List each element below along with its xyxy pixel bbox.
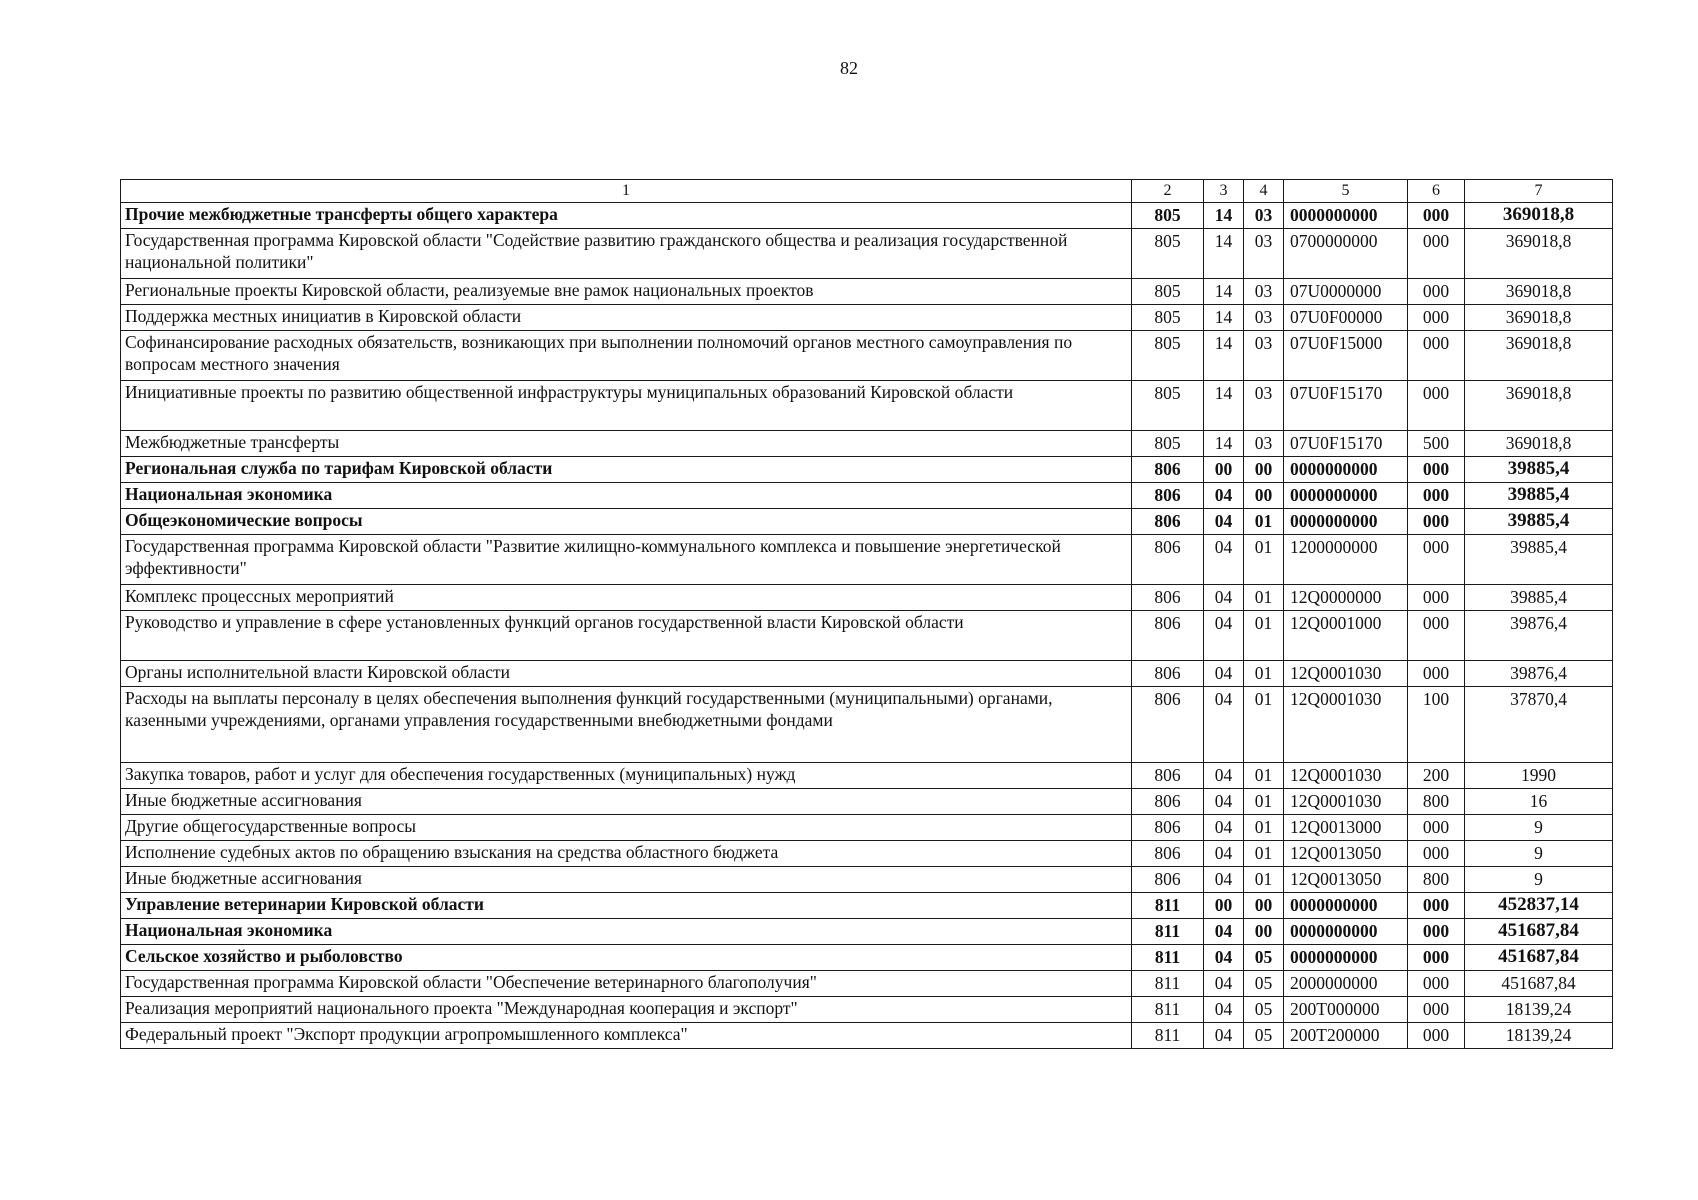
- row-amount-cell: 39885,4: [1465, 483, 1613, 509]
- row-name-cell: Софинансирование расходных обязательств, возникающих при выполнении полномочий органов местного самоуправления по вопросам местного значения: [121, 331, 1132, 381]
- row-target-article-cell: 07U0F15000: [1284, 331, 1408, 381]
- row-expense-type-cell: 000: [1408, 997, 1465, 1023]
- row-subsection-cell: 01: [1244, 509, 1284, 535]
- row-amount-cell: 369018,8: [1465, 331, 1613, 381]
- row-expense-type-cell: 000: [1408, 945, 1465, 971]
- row-subsection-cell: 00: [1244, 483, 1284, 509]
- row-section-cell: 04: [1204, 789, 1244, 815]
- row-subsection-cell: 01: [1244, 611, 1284, 661]
- row-expense-type-cell: 100: [1408, 687, 1465, 763]
- row-target-article-cell: 12Q0001000: [1284, 611, 1408, 661]
- row-section-cell: 04: [1204, 815, 1244, 841]
- row-subsection-cell: 01: [1244, 687, 1284, 763]
- row-section-cell: 00: [1204, 893, 1244, 919]
- row-ministry-code-cell: 806: [1132, 763, 1204, 789]
- row-target-article-cell: 12Q0001030: [1284, 789, 1408, 815]
- row-expense-type-cell: 000: [1408, 535, 1465, 585]
- row-target-article-cell: 07U0F15170: [1284, 381, 1408, 431]
- table-row: [121, 457, 1613, 483]
- row-ministry-code-cell: 806: [1132, 661, 1204, 687]
- row-ministry-code-cell: 805: [1132, 331, 1204, 381]
- table-body: [121, 203, 1613, 1049]
- row-subsection-cell: 03: [1244, 381, 1284, 431]
- row-ministry-code-cell: 805: [1132, 229, 1204, 279]
- column-header: 3: [1204, 180, 1244, 203]
- row-target-article-cell: 0000000000: [1284, 457, 1408, 483]
- table-row: [121, 279, 1613, 305]
- row-subsection-cell: 03: [1244, 229, 1284, 279]
- row-subsection-cell: 03: [1244, 331, 1284, 381]
- row-amount-cell: 369018,8: [1465, 305, 1613, 331]
- table-row: [121, 997, 1613, 1023]
- column-header: 4: [1244, 180, 1284, 203]
- table-row: [121, 815, 1613, 841]
- row-section-cell: 04: [1204, 661, 1244, 687]
- row-expense-type-cell: 000: [1408, 381, 1465, 431]
- row-subsection-cell: 05: [1244, 945, 1284, 971]
- row-subsection-cell: 00: [1244, 457, 1284, 483]
- column-header: 1: [121, 180, 1132, 203]
- row-name-cell: Государственная программа Кировской области "Развитие жилищно-коммунального комплекса и повышение энергетической эффективности": [121, 535, 1132, 585]
- row-name-cell: Национальная экономика: [121, 483, 1132, 509]
- row-amount-cell: 369018,8: [1465, 203, 1613, 229]
- table-row: [121, 687, 1613, 763]
- row-amount-cell: 9: [1465, 815, 1613, 841]
- row-expense-type-cell: 000: [1408, 971, 1465, 997]
- row-ministry-code-cell: 806: [1132, 841, 1204, 867]
- row-expense-type-cell: 200: [1408, 763, 1465, 789]
- row-subsection-cell: 00: [1244, 893, 1284, 919]
- row-subsection-cell: 05: [1244, 971, 1284, 997]
- row-target-article-cell: 12Q0001030: [1284, 661, 1408, 687]
- table-row: [121, 585, 1613, 611]
- table-row: [121, 971, 1613, 997]
- row-name-cell: Прочие межбюджетные трансферты общего характера: [121, 203, 1132, 229]
- table-row: [121, 1023, 1613, 1049]
- row-target-article-cell: 12Q0000000: [1284, 585, 1408, 611]
- row-expense-type-cell: 000: [1408, 203, 1465, 229]
- row-target-article-cell: 1200000000: [1284, 535, 1408, 585]
- row-amount-cell: 37870,4: [1465, 687, 1613, 763]
- row-section-cell: 04: [1204, 971, 1244, 997]
- row-name-cell: Исполнение судебных актов по обращению взыскания на средства областного бюджета: [121, 841, 1132, 867]
- row-ministry-code-cell: 806: [1132, 483, 1204, 509]
- row-expense-type-cell: 000: [1408, 815, 1465, 841]
- row-target-article-cell: 2000000000: [1284, 971, 1408, 997]
- row-subsection-cell: 01: [1244, 815, 1284, 841]
- row-expense-type-cell: 000: [1408, 509, 1465, 535]
- row-target-article-cell: 12Q0013050: [1284, 841, 1408, 867]
- row-expense-type-cell: 000: [1408, 841, 1465, 867]
- table-header-row: [121, 180, 1613, 203]
- row-subsection-cell: 05: [1244, 1023, 1284, 1049]
- row-expense-type-cell: 000: [1408, 585, 1465, 611]
- row-expense-type-cell: 800: [1408, 867, 1465, 893]
- row-ministry-code-cell: 806: [1132, 535, 1204, 585]
- row-name-cell: Инициативные проекты по развитию общественной инфраструктуры муниципальных образований Кировской области: [121, 381, 1132, 431]
- row-section-cell: 04: [1204, 611, 1244, 661]
- row-target-article-cell: 12Q0001030: [1284, 687, 1408, 763]
- row-subsection-cell: 01: [1244, 661, 1284, 687]
- row-section-cell: 04: [1204, 997, 1244, 1023]
- row-section-cell: 04: [1204, 763, 1244, 789]
- row-target-article-cell: 12Q0013050: [1284, 867, 1408, 893]
- table-row: [121, 305, 1613, 331]
- row-name-cell: Государственная программа Кировской области "Содействие развитию гражданского общества и реализация государственной национальной политики": [121, 229, 1132, 279]
- row-amount-cell: 1990: [1465, 763, 1613, 789]
- row-amount-cell: 39885,4: [1465, 457, 1613, 483]
- row-section-cell: 04: [1204, 919, 1244, 945]
- row-expense-type-cell: 000: [1408, 893, 1465, 919]
- row-section-cell: 04: [1204, 867, 1244, 893]
- column-header: 6: [1408, 180, 1465, 203]
- row-expense-type-cell: 800: [1408, 789, 1465, 815]
- row-name-cell: Иные бюджетные ассигнования: [121, 789, 1132, 815]
- row-ministry-code-cell: 811: [1132, 893, 1204, 919]
- row-name-cell: Государственная программа Кировской области "Обеспечение ветеринарного благополучия": [121, 971, 1132, 997]
- row-name-cell: Закупка товаров, работ и услуг для обеспечения государственных (муниципальных) нужд: [121, 763, 1132, 789]
- row-target-article-cell: 07U0F15170: [1284, 431, 1408, 457]
- row-name-cell: Федеральный проект "Экспорт продукции агропромышленного комплекса": [121, 1023, 1132, 1049]
- page-number: 82: [840, 58, 858, 78]
- row-ministry-code-cell: 811: [1132, 1023, 1204, 1049]
- row-expense-type-cell: 000: [1408, 305, 1465, 331]
- table-row: [121, 509, 1613, 535]
- row-amount-cell: 451687,84: [1465, 971, 1613, 997]
- table-row: [121, 919, 1613, 945]
- row-target-article-cell: 0000000000: [1284, 509, 1408, 535]
- row-name-cell: Руководство и управление в сфере установленных функций органов государственной власти Кировской области: [121, 611, 1132, 661]
- table-row: [121, 535, 1613, 585]
- row-amount-cell: 452837,14: [1465, 893, 1613, 919]
- row-target-article-cell: 0000000000: [1284, 893, 1408, 919]
- row-target-article-cell: 0000000000: [1284, 483, 1408, 509]
- table-row: [121, 381, 1613, 431]
- row-ministry-code-cell: 805: [1132, 381, 1204, 431]
- row-subsection-cell: 01: [1244, 535, 1284, 585]
- budget-table: [120, 179, 1613, 1049]
- row-subsection-cell: 03: [1244, 431, 1284, 457]
- row-subsection-cell: 01: [1244, 789, 1284, 815]
- row-amount-cell: 16: [1465, 789, 1613, 815]
- row-expense-type-cell: 000: [1408, 457, 1465, 483]
- row-ministry-code-cell: 806: [1132, 789, 1204, 815]
- row-amount-cell: 18139,24: [1465, 997, 1613, 1023]
- row-amount-cell: 369018,8: [1465, 229, 1613, 279]
- row-expense-type-cell: 500: [1408, 431, 1465, 457]
- row-amount-cell: 18139,24: [1465, 1023, 1613, 1049]
- row-section-cell: 14: [1204, 203, 1244, 229]
- row-target-article-cell: 07U0F00000: [1284, 305, 1408, 331]
- row-subsection-cell: 01: [1244, 867, 1284, 893]
- table-row: [121, 331, 1613, 381]
- row-target-article-cell: 12Q0013000: [1284, 815, 1408, 841]
- row-expense-type-cell: 000: [1408, 331, 1465, 381]
- row-amount-cell: 39885,4: [1465, 509, 1613, 535]
- row-subsection-cell: 01: [1244, 585, 1284, 611]
- row-subsection-cell: 01: [1244, 763, 1284, 789]
- row-subsection-cell: 03: [1244, 305, 1284, 331]
- row-amount-cell: 39885,4: [1465, 535, 1613, 585]
- row-section-cell: 04: [1204, 535, 1244, 585]
- row-ministry-code-cell: 805: [1132, 203, 1204, 229]
- row-section-cell: 14: [1204, 305, 1244, 331]
- row-amount-cell: 369018,8: [1465, 431, 1613, 457]
- table-row: [121, 789, 1613, 815]
- row-target-article-cell: 0000000000: [1284, 919, 1408, 945]
- row-name-cell: Региональная служба по тарифам Кировской области: [121, 457, 1132, 483]
- table-row: [121, 611, 1613, 661]
- row-section-cell: 14: [1204, 381, 1244, 431]
- row-ministry-code-cell: 811: [1132, 919, 1204, 945]
- row-amount-cell: 39885,4: [1465, 585, 1613, 611]
- table-row: [121, 893, 1613, 919]
- table-row: [121, 945, 1613, 971]
- row-ministry-code-cell: 811: [1132, 945, 1204, 971]
- row-name-cell: Сельское хозяйство и рыболовство: [121, 945, 1132, 971]
- row-expense-type-cell: 000: [1408, 661, 1465, 687]
- row-name-cell: Общеэкономические вопросы: [121, 509, 1132, 535]
- row-target-article-cell: 200T200000: [1284, 1023, 1408, 1049]
- row-name-cell: Иные бюджетные ассигнования: [121, 867, 1132, 893]
- row-subsection-cell: 03: [1244, 203, 1284, 229]
- row-target-article-cell: 12Q0001030: [1284, 763, 1408, 789]
- row-name-cell: Расходы на выплаты персоналу в целях обеспечения выполнения функций государственными (муниципальными) органами, казенными учреждениями, органами управления государственными внебюджетными фондами: [121, 687, 1132, 763]
- row-ministry-code-cell: 811: [1132, 971, 1204, 997]
- row-target-article-cell: 0700000000: [1284, 229, 1408, 279]
- row-amount-cell: 9: [1465, 841, 1613, 867]
- table-row: [121, 867, 1613, 893]
- row-amount-cell: 451687,84: [1465, 919, 1613, 945]
- row-ministry-code-cell: 806: [1132, 611, 1204, 661]
- row-section-cell: 00: [1204, 457, 1244, 483]
- row-section-cell: 04: [1204, 687, 1244, 763]
- row-section-cell: 14: [1204, 279, 1244, 305]
- row-name-cell: Реализация мероприятий национального проекта "Международная кооперация и экспорт": [121, 997, 1132, 1023]
- row-section-cell: 14: [1204, 431, 1244, 457]
- table-row: [121, 483, 1613, 509]
- table-row: [121, 661, 1613, 687]
- table-row: [121, 431, 1613, 457]
- row-name-cell: Другие общегосударственные вопросы: [121, 815, 1132, 841]
- row-name-cell: Комплекс процессных мероприятий: [121, 585, 1132, 611]
- row-ministry-code-cell: 805: [1132, 279, 1204, 305]
- row-name-cell: Поддержка местных инициатив в Кировской области: [121, 305, 1132, 331]
- row-expense-type-cell: 000: [1408, 611, 1465, 661]
- table-row: [121, 229, 1613, 279]
- row-expense-type-cell: 000: [1408, 279, 1465, 305]
- column-header: 2: [1132, 180, 1204, 203]
- row-section-cell: 14: [1204, 229, 1244, 279]
- row-section-cell: 04: [1204, 585, 1244, 611]
- column-header: 5: [1284, 180, 1408, 203]
- row-subsection-cell: 00: [1244, 919, 1284, 945]
- row-amount-cell: 9: [1465, 867, 1613, 893]
- table-row: [121, 203, 1613, 229]
- row-name-cell: Межбюджетные трансферты: [121, 431, 1132, 457]
- column-header: 7: [1465, 180, 1613, 203]
- row-subsection-cell: 01: [1244, 841, 1284, 867]
- row-ministry-code-cell: 806: [1132, 815, 1204, 841]
- row-section-cell: 04: [1204, 945, 1244, 971]
- row-amount-cell: 39876,4: [1465, 611, 1613, 661]
- row-expense-type-cell: 000: [1408, 483, 1465, 509]
- row-name-cell: Управление ветеринарии Кировской области: [121, 893, 1132, 919]
- row-amount-cell: 39876,4: [1465, 661, 1613, 687]
- row-ministry-code-cell: 806: [1132, 457, 1204, 483]
- row-name-cell: Органы исполнительной власти Кировской области: [121, 661, 1132, 687]
- row-ministry-code-cell: 805: [1132, 305, 1204, 331]
- row-ministry-code-cell: 806: [1132, 585, 1204, 611]
- row-section-cell: 04: [1204, 483, 1244, 509]
- row-ministry-code-cell: 811: [1132, 997, 1204, 1023]
- row-name-cell: Национальная экономика: [121, 919, 1132, 945]
- row-name-cell: Региональные проекты Кировской области, реализуемые вне рамок национальных проектов: [121, 279, 1132, 305]
- row-expense-type-cell: 000: [1408, 229, 1465, 279]
- row-subsection-cell: 05: [1244, 997, 1284, 1023]
- row-expense-type-cell: 000: [1408, 1023, 1465, 1049]
- row-section-cell: 04: [1204, 841, 1244, 867]
- row-subsection-cell: 03: [1244, 279, 1284, 305]
- row-target-article-cell: 0000000000: [1284, 945, 1408, 971]
- row-section-cell: 14: [1204, 331, 1244, 381]
- row-expense-type-cell: 000: [1408, 919, 1465, 945]
- table-row: [121, 841, 1613, 867]
- table-row: [121, 763, 1613, 789]
- row-section-cell: 04: [1204, 509, 1244, 535]
- row-amount-cell: 369018,8: [1465, 381, 1613, 431]
- row-target-article-cell: 07U0000000: [1284, 279, 1408, 305]
- row-target-article-cell: 0000000000: [1284, 203, 1408, 229]
- row-ministry-code-cell: 805: [1132, 431, 1204, 457]
- row-ministry-code-cell: 806: [1132, 509, 1204, 535]
- row-ministry-code-cell: 806: [1132, 867, 1204, 893]
- row-amount-cell: 369018,8: [1465, 279, 1613, 305]
- row-section-cell: 04: [1204, 1023, 1244, 1049]
- row-target-article-cell: 200T000000: [1284, 997, 1408, 1023]
- row-amount-cell: 451687,84: [1465, 945, 1613, 971]
- row-ministry-code-cell: 806: [1132, 687, 1204, 763]
